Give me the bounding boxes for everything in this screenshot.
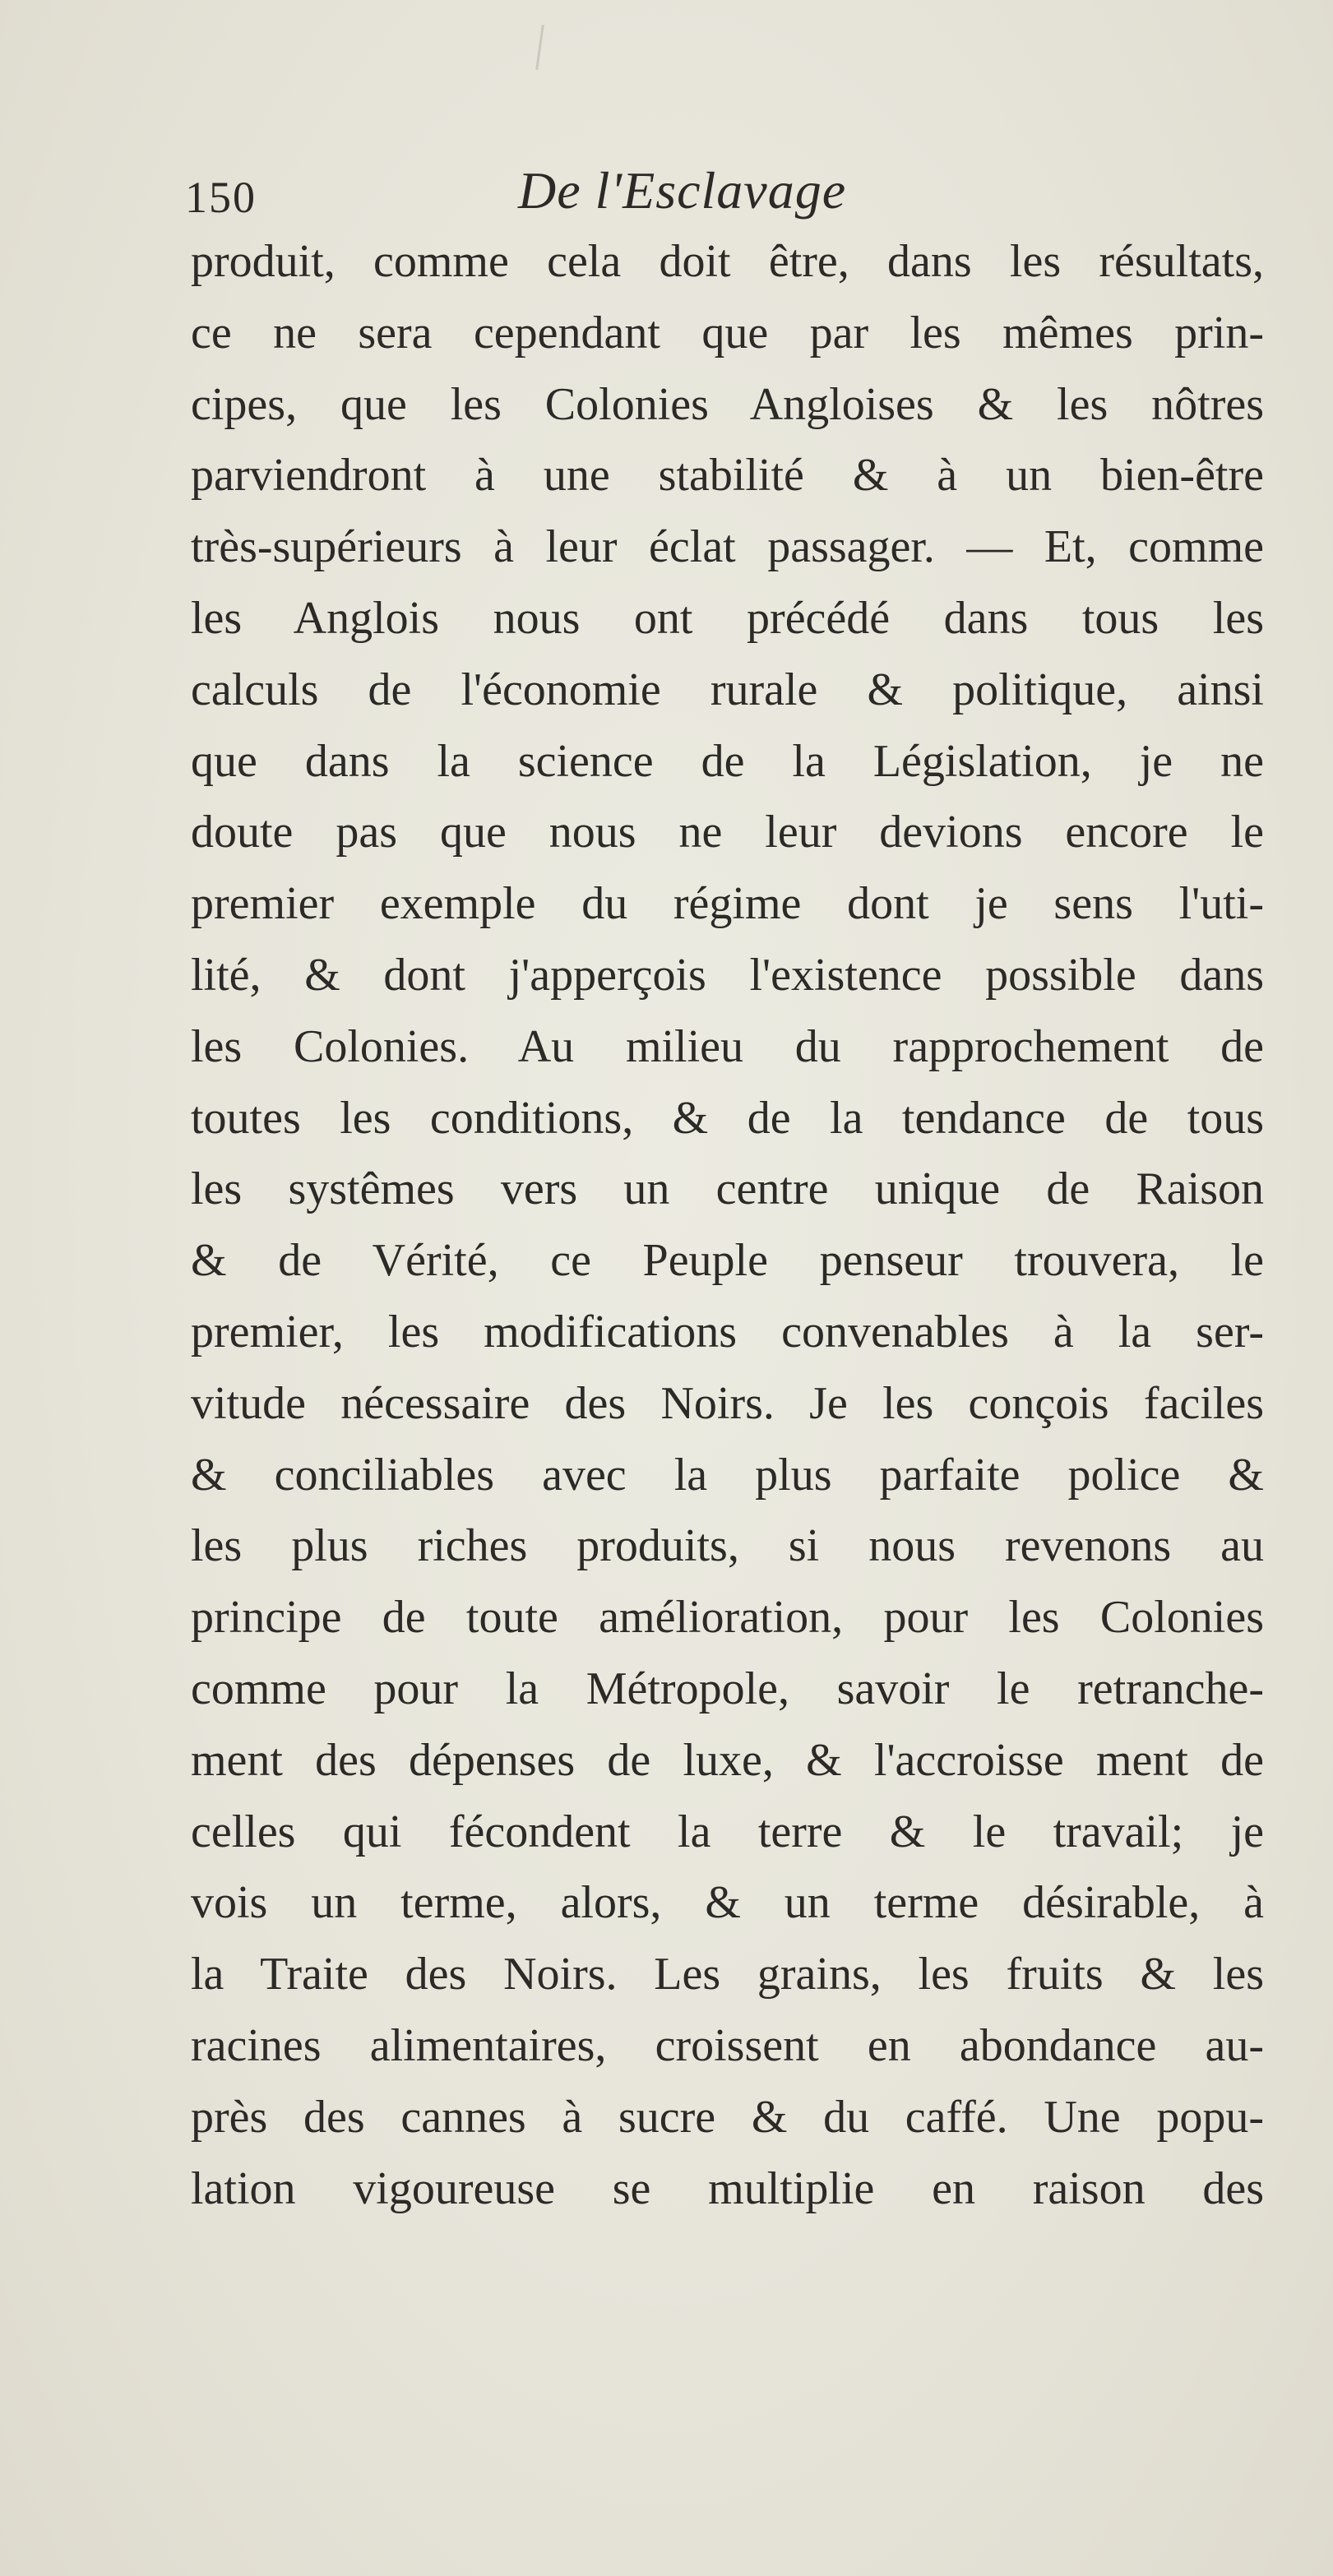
text-line: parviendront à une stabilité & à un bien-être <box>191 450 1264 502</box>
text-line: lité, & dont j'apperçois l'existence possible dans <box>191 949 1264 1001</box>
text-line: cipes, que les Colonies Angloises & les nôtres <box>191 378 1264 430</box>
text-line: & de Vérité, ce Peuple penseur trouvera, le <box>191 1235 1264 1287</box>
ink-mark <box>535 25 544 70</box>
text-line: racines alimentaires, croissent en abondance au- <box>191 2019 1264 2071</box>
text-line: toutes les conditions, & de la tendance de tous <box>191 1092 1264 1144</box>
text-line: très-supérieurs à leur éclat passager. — Et, comme <box>191 521 1264 573</box>
text-line: principe de toute amélioration, pour les Colonies <box>191 1592 1264 1644</box>
text-line: les systêmes vers un centre unique de Raison <box>191 1163 1264 1215</box>
text-line: lation vigoureuse se multiplie en raison des <box>191 2162 1264 2214</box>
text-line: ce ne sera cependant que par les mêmes prin- <box>191 307 1264 358</box>
text-line: comme pour la Métropole, savoir le retranche- <box>191 1663 1264 1714</box>
text-line: les plus riches produits, si nous revenons au <box>191 1520 1264 1572</box>
body-text <box>191 226 1264 2224</box>
text-line: vitude nécessaire des Noirs. Je les conçois faciles <box>191 1377 1264 1429</box>
text-line: que dans la science de la Législation, je ne <box>191 735 1264 787</box>
page-number: 150 <box>185 173 257 222</box>
text-line: premier, les modifications convenables à la ser- <box>191 1306 1264 1357</box>
text-line: près des cannes à sucre & du caffé. Une popu- <box>191 2091 1264 2143</box>
text-line: doute pas que nous ne leur devions encore le <box>191 807 1264 858</box>
text-line: les Colonies. Au milieu du rapprochement de <box>191 1020 1264 1072</box>
text-line: calculs de l'économie rurale & politique, ainsi <box>191 664 1264 715</box>
text-line: premier exemple du régime dont je sens l'uti- <box>191 878 1264 930</box>
text-line: ment des dépenses de luxe, & l'accroisse ment de <box>191 1734 1264 1786</box>
text-line: les Anglois nous ont précédé dans tous les <box>191 592 1264 644</box>
text-line: produit, comme cela doit être, dans les résultats, <box>191 236 1264 287</box>
page-header <box>185 160 1279 234</box>
text-line: & conciliables avec la plus parfaite police & <box>191 1449 1264 1501</box>
text-line: celles qui fécondent la terre & le travail; je <box>191 1806 1264 1857</box>
running-head: De l'Esclavage <box>518 161 847 220</box>
text-line: la Traite des Noirs. Les grains, les fruits & les <box>191 1949 1264 2000</box>
text-line: vois un terme, alors, & un terme désirable, à <box>191 1877 1264 1929</box>
